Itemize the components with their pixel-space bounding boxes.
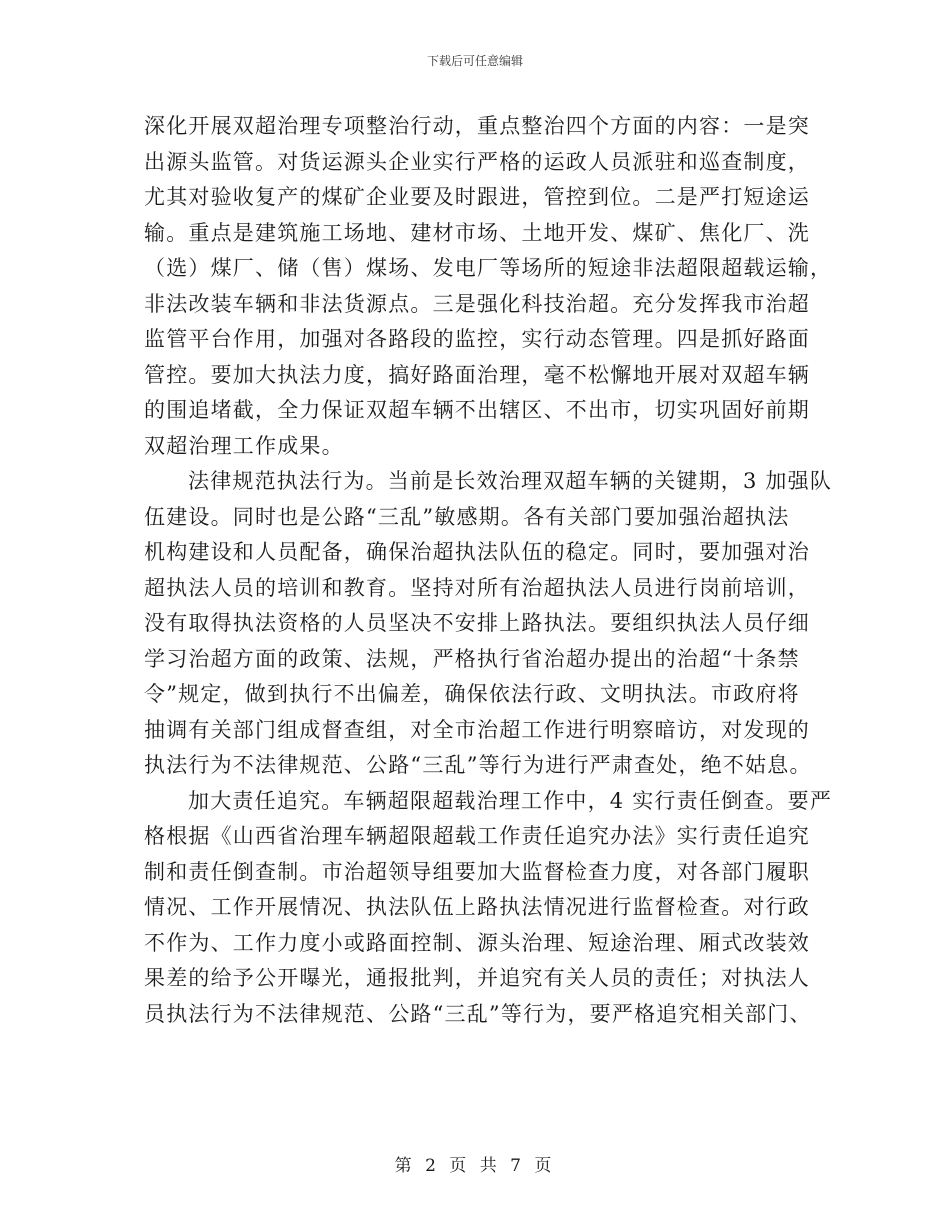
text-line: 的围追堵截，全力保证双超车辆不出辖区、不出市，切实巩固好前期: [144, 398, 810, 422]
text-line: 没有取得执法资格的人员坚决不安排上路执法。要组织执法人员仔细: [144, 611, 810, 635]
page-number-footer: 第 2 页 共 7 页: [394, 1156, 556, 1176]
text-line: 出源头监管。对货运源头企业实行严格的运政人员派驻和巡查制度，: [144, 149, 810, 174]
page-header: 下载后可任意编辑: [426, 54, 523, 68]
text-line: 伍建设。同时也是公路“三乱”敏感期。各有关部门要加强治超执法: [144, 504, 790, 529]
text-line: 深化开展双超治理专项整治行动，重点整治四个方面的内容：一是突: [144, 114, 810, 138]
text-line: 学习治超方面的政策、法规，严格执行省治超办提出的治超“十条禁: [144, 646, 800, 671]
text-line: 法律规范执法行为。当前是长效治理双超车辆的关键期，3 加强队: [188, 469, 833, 493]
text-line: 监管平台作用，加强对各路段的监控，实行动态管理。四是抓好路面: [144, 327, 810, 351]
text-line: 输。重点是建筑施工场地、建材市场、土地开发、煤矿、焦化厂、洗: [144, 220, 810, 245]
text-line: 格根据《山西省治理车辆超限超载工作责任追究办法》实行责任追究: [144, 824, 810, 848]
paragraph-3: [144, 784, 833, 1033]
text-line: 令”规定，做到执行不出偏差，确保依法行政、文明执法。市政府将: [144, 682, 800, 706]
text-line: 执法行为不法律规范、公路“三乱”等行为进行严肃查处，绝不姑息。: [144, 753, 812, 777]
paragraph-2: [144, 464, 833, 784]
paragraph-1: [144, 109, 833, 464]
document-body: [144, 109, 833, 1032]
text-line: 非法改装车辆和非法货源点。三是强化科技治超。充分发挥我市治超: [144, 291, 810, 316]
text-line: 双超治理工作成果。: [144, 433, 344, 458]
text-line: 不作为、工作力度小或路面控制、源头治理、短途治理、厢式改装效: [144, 930, 810, 955]
text-line: 加大责任追究。车辆超限超载治理工作中，4 实行责任倒查。要严: [188, 788, 833, 813]
text-line: （选）煤厂、储（售）煤场、发电厂等场所的短途非法超限超载运输，: [144, 256, 833, 280]
text-line: 抽调有关部门组成督查组，对全市治超工作进行明察暗访，对发现的: [144, 717, 810, 742]
text-line: 果差的给予公开曝光，通报批判，并追究有关人员的责任；对执法人: [144, 966, 810, 990]
text-line: 制和责任倒查制。市治超领导组要加大监督检查力度，对各部门履职: [144, 859, 810, 884]
text-line: 管控。要加大执法力度，搞好路面治理，毫不松懈地开展对双超车辆: [144, 362, 810, 387]
text-line: 超执法人员的培训和教育。坚持对所有治超执法人员进行岗前培训，: [144, 575, 810, 600]
text-line: 尤其对验收复产的煤矿企业要及时跟进，管控到位。二是严打短途运: [144, 185, 810, 209]
text-line: 情况、工作开展情况、执法队伍上路执法情况进行监督检查。对行政: [144, 895, 810, 919]
text-line: 机构建设和人员配备，确保治超执法队伍的稳定。同时，要加强对治: [144, 540, 810, 564]
text-line: 员执法行为不法律规范、公路“三乱”等行为，要严格追究相关部门、: [144, 1001, 812, 1026]
